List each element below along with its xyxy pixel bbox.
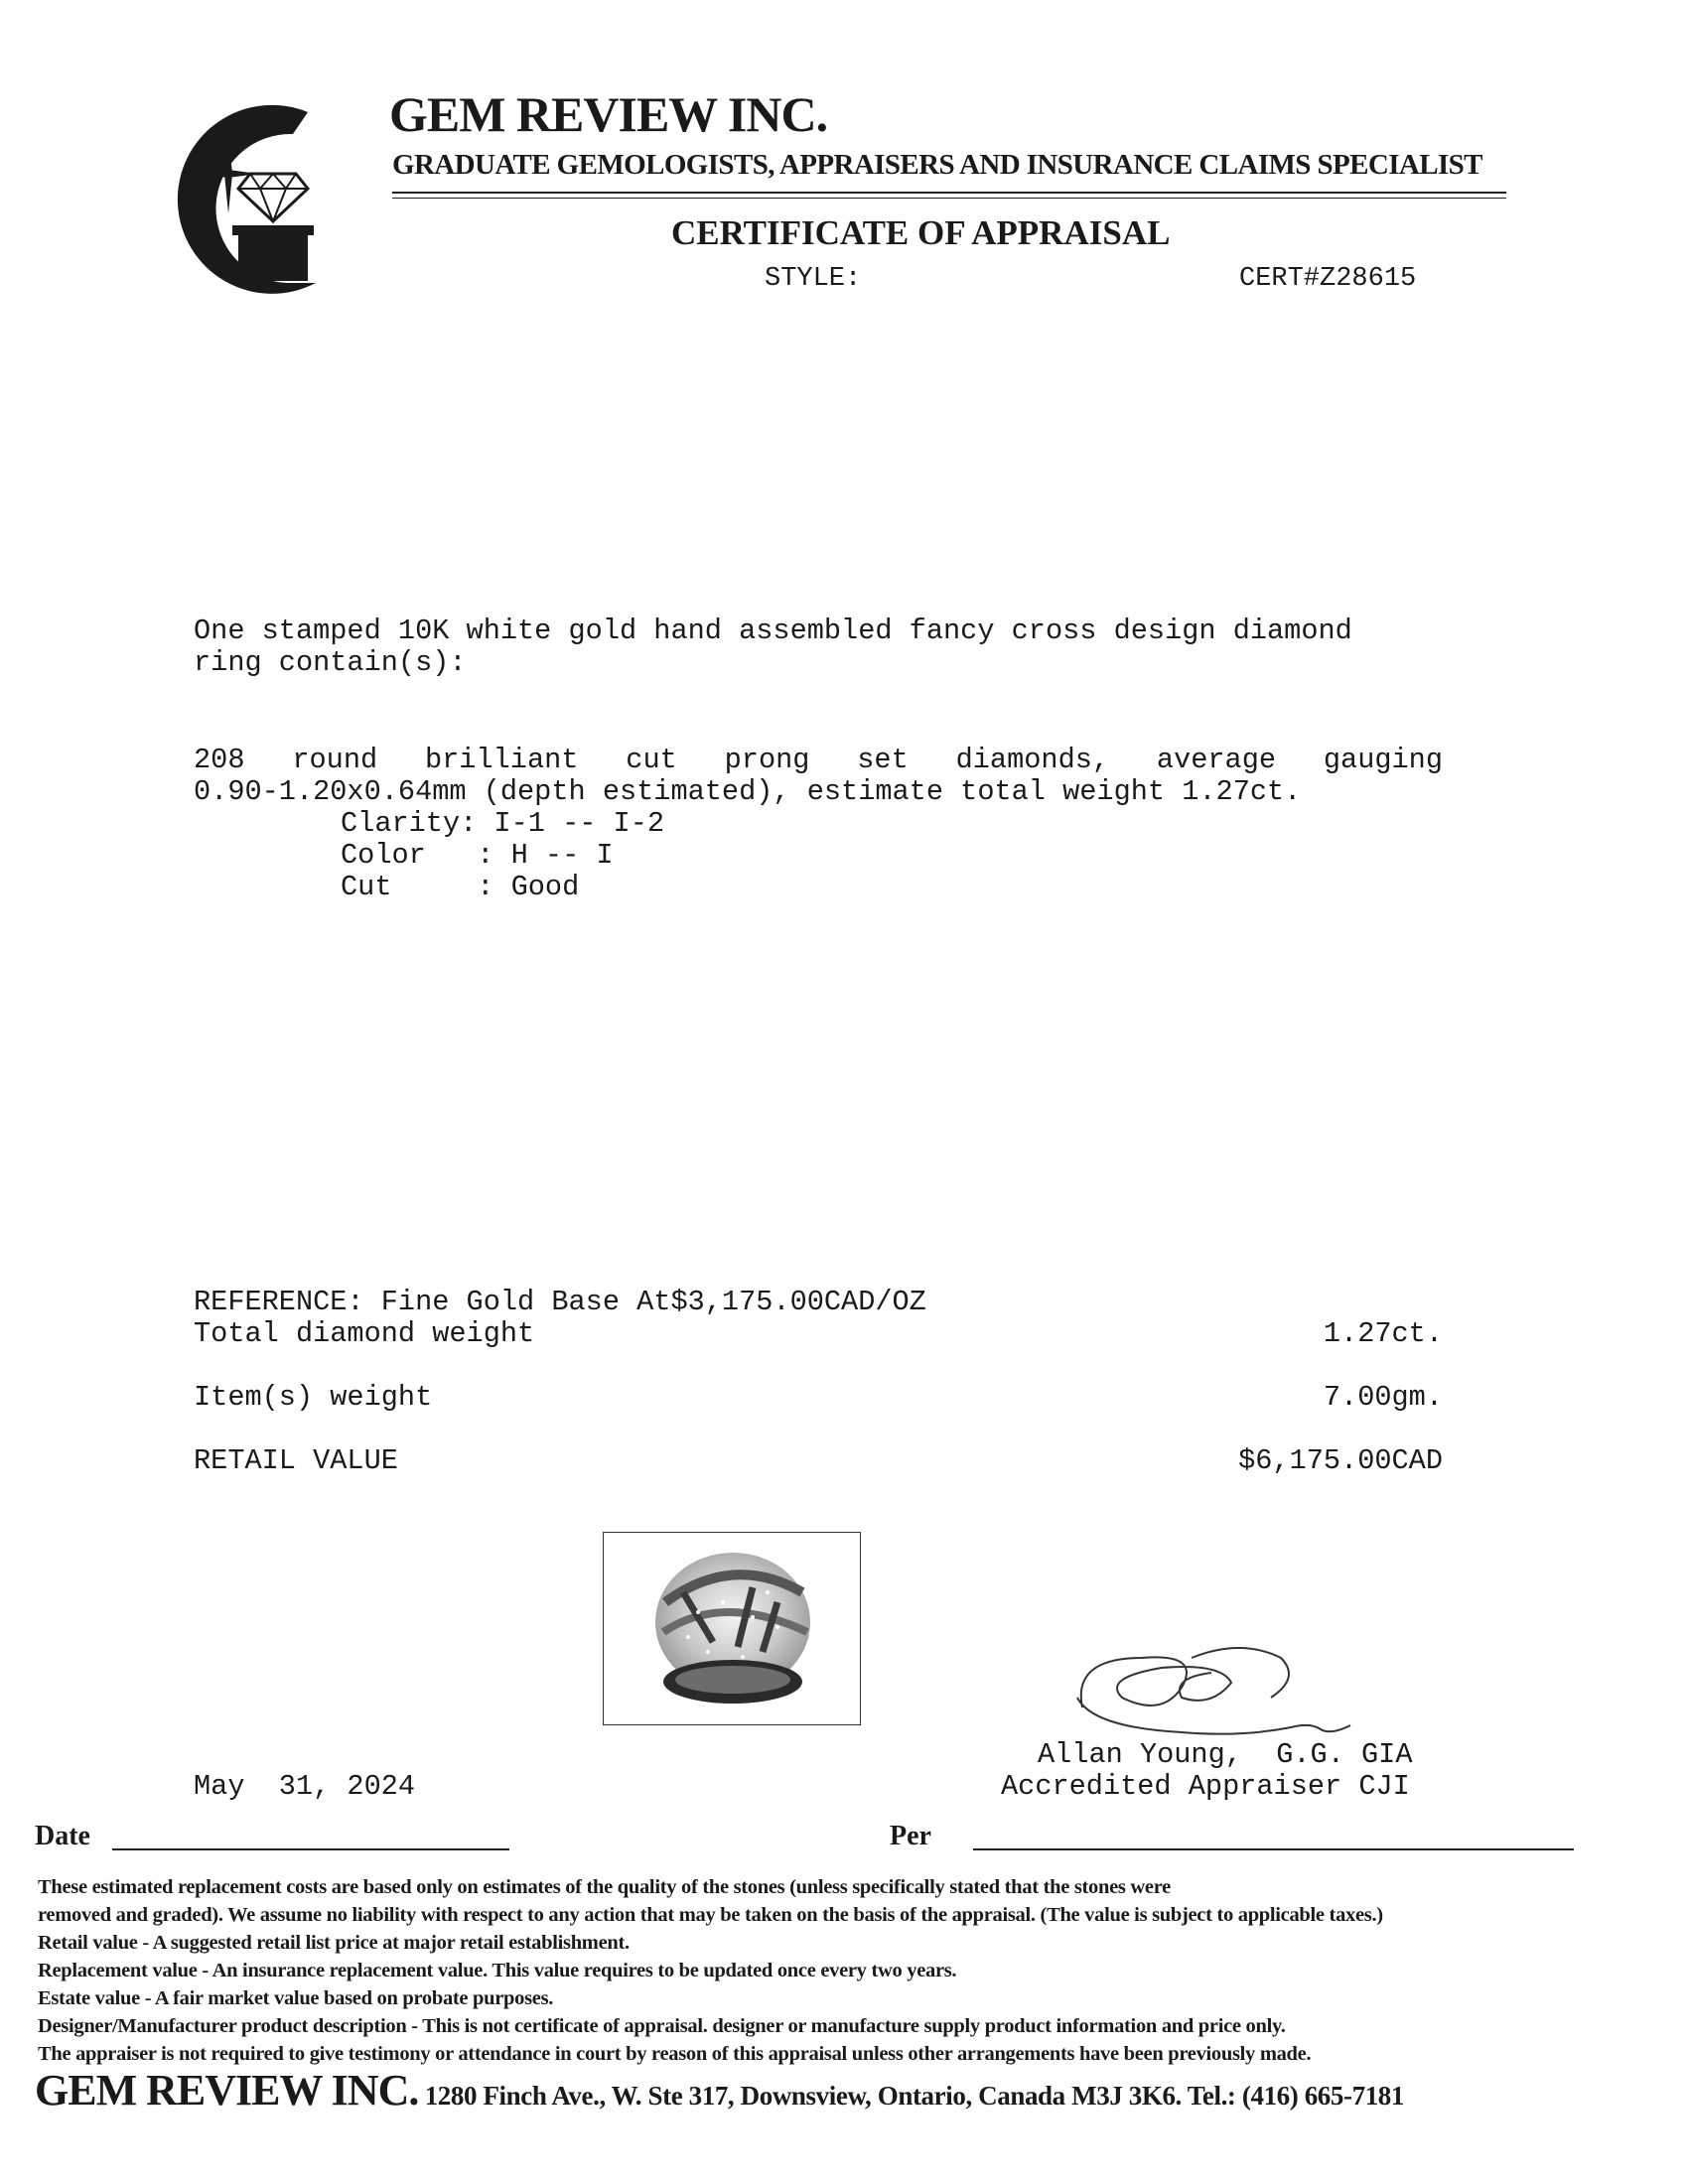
item-weight-value: 7.00gm. — [1323, 1381, 1443, 1414]
ring-photo — [603, 1532, 861, 1725]
disclaimer-line: The appraiser is not required to give testimony or attendance in court by reason of this appraisal unless other arrangements have been previously made. — [38, 2043, 1312, 2065]
disclaimer-line: removed and graded). We assume no liability with respect to any action that may be taken on the basis of the appraisal. (The value is subject to applicable taxes.) — [38, 1904, 1383, 1926]
appraiser-title: Accredited Appraiser CJI — [1001, 1770, 1410, 1803]
clarity-grade: Clarity: I-1 -- I-2 — [341, 807, 665, 840]
cut-grade: Cut : Good — [341, 871, 580, 903]
reference-line: REFERENCE: Fine Gold Base At$3,175.00CAD/OZ — [194, 1286, 926, 1318]
date-signature-line — [112, 1848, 509, 1850]
total-diamond-weight-value: 1.27ct. — [1323, 1317, 1443, 1350]
disclaimer-line: Estate value - A fair market value based on probate purposes. — [38, 1987, 554, 2009]
company-name: GEM REVIEW INC. — [389, 86, 828, 142]
header-divider — [392, 192, 1506, 194]
cert-number: CERT#Z28615 — [1239, 264, 1417, 294]
per-label: Per — [890, 1821, 931, 1851]
item-description: ring contain(s): — [194, 646, 467, 679]
stones-description: 0.90-1.20x0.64mm (depth estimated), estimate total weight 1.27ct. — [194, 775, 1302, 808]
color-grade: Color : H -- I — [341, 839, 614, 872]
gem-review-logo — [139, 94, 338, 303]
total-diamond-weight-label: Total diamond weight — [194, 1317, 535, 1350]
stones-description: 208 round brilliant cut prong set diamonds, average gauging — [194, 744, 1443, 776]
item-weight-label: Item(s) weight — [194, 1381, 433, 1414]
item-description: One stamped 10K white gold hand assembled fancy cross design diamond — [194, 614, 1352, 647]
disclaimer-line: Designer/Manufacturer product description - This is not certificate of appraisal. designer or manufacture supply product information and price only. — [38, 2015, 1286, 2037]
appraiser-name: Allan Young, G.G. GIA — [1038, 1738, 1413, 1771]
handwritten-signature — [1062, 1628, 1400, 1747]
retail-value-label: RETAIL VALUE — [194, 1444, 398, 1477]
disclaimer-line: Replacement value - An insurance replacement value. This value requires to be updated once every two years. — [38, 1960, 957, 1981]
certificate-title: CERTIFICATE OF APPRAISAL — [671, 213, 1171, 252]
date-label: Date — [35, 1821, 90, 1851]
header-divider — [392, 198, 1506, 199]
retail-value-amount: $6,175.00CAD — [1238, 1444, 1443, 1477]
footer-address: 1280 Finch Ave., W. Ste 317, Downsview, Ontario, Canada M3J 3K6. Tel.: (416) 665-7181 — [418, 2081, 1405, 2111]
disclaimer-line: These estimated replacement costs are based only on estimates of the quality of the stones (unless specifically stated that the stones were — [38, 1876, 1171, 1898]
footer-company-name: GEM REVIEW INC. — [35, 2066, 419, 2115]
style-label: STYLE: — [765, 264, 862, 294]
company-tagline: GRADUATE GEMOLOGISTS, APPRAISERS AND INSURANCE CLAIMS SPECIALIST — [392, 149, 1482, 181]
footer — [35, 2065, 1404, 2116]
appraisal-date: May 31, 2024 — [194, 1770, 416, 1803]
per-signature-line — [973, 1848, 1574, 1850]
disclaimer-line: Retail value - A suggested retail list price at major retail establishment. — [38, 1932, 630, 1954]
